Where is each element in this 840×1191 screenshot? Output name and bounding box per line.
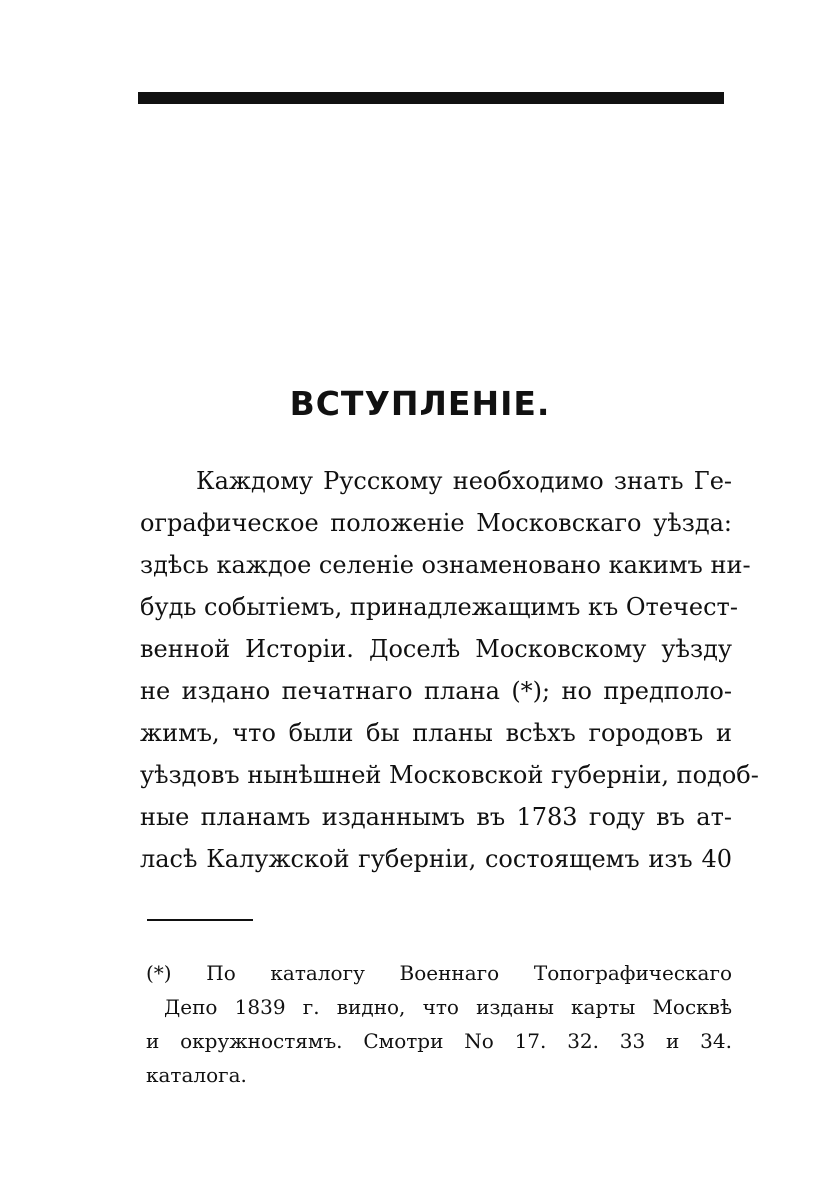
body-line: уѣздовъ нынѣшней Московской губерніи, подоб- [140,761,759,789]
chapter-title: ВСТУПЛЕНІЕ. [289,384,551,423]
body-line: здѣсь каждое селеніе ознаменовано какимъ ни- [140,551,751,579]
footnote-separator [147,919,253,921]
body-line: не издано печатнаго плана (*); но предполо- [140,677,732,705]
body-line: венной Исторіи. Доселѣ Московскому уѣзду [140,635,732,663]
footnote-line: и окружностямъ. Смотри No 17. 32. 33 и 34. [146,1029,732,1053]
footnote-line: Депо 1839 г. видно, что изданы карты Москвѣ [164,995,732,1019]
body-line: ографическое положеніе Московскаго уѣзда: [140,509,732,537]
top-ornamental-rule [138,92,724,104]
body-line: ные планамъ изданнымъ въ 1783 году въ ат- [140,803,732,831]
body-line: ласѣ Калужской губерніи, состоящемъ изъ 40 [140,845,732,873]
body-line: Каждому Русскому необходимо знать Ге- [196,467,732,495]
footnote-line: (*) По каталогу Военнаго Топографическаго [146,961,732,985]
body-line: жимъ, что были бы планы всѣхъ городовъ и [140,719,732,747]
body-line: будь событіемъ, принадлежащимъ къ Отечест- [140,593,738,621]
footnote-line: каталога. [146,1063,247,1087]
footnote [146,956,732,1092]
body-paragraph [140,460,759,880]
